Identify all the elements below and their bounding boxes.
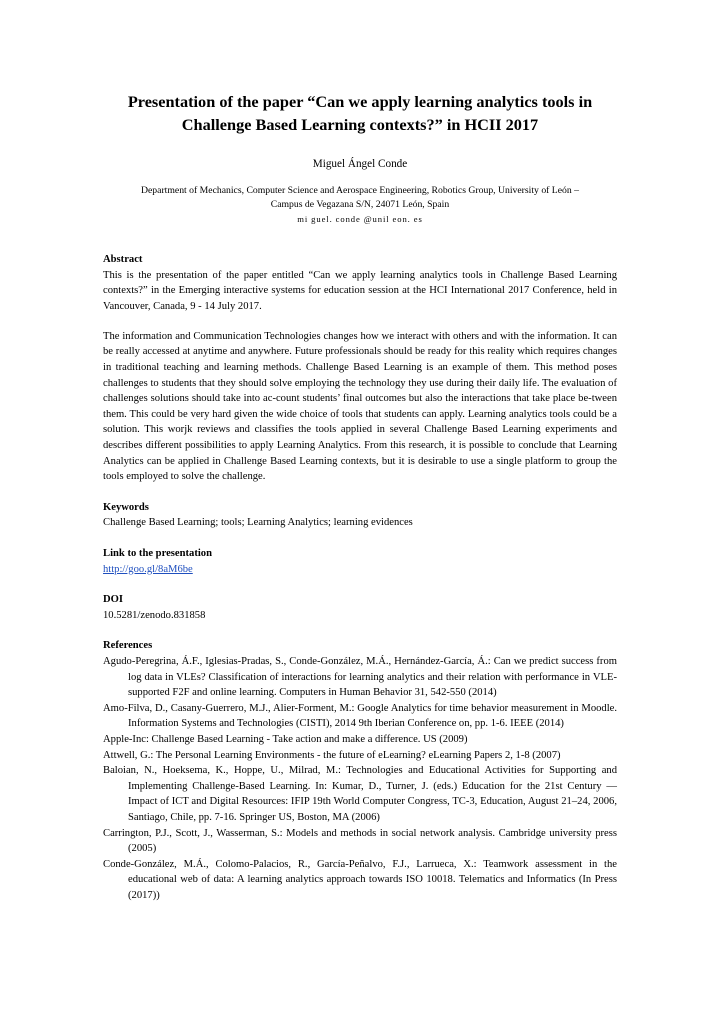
affiliation	[90, 184, 630, 212]
keywords-text: Challenge Based Learning; tools; Learning Analytics; learning evidences	[103, 517, 413, 529]
affiliation-line: Department of Mechanics, Computer Science and Aerospace Engineering, Robotics Group, University of León –	[141, 185, 579, 196]
reference-item: Carrington, P.J., Scott, J., Wasserman, S.: Models and methods in social network analysis. Cambridge university press (2005)	[103, 827, 617, 855]
reference-item: Agudo-Peregrina, Á.F., Iglesias-Pradas, S., Conde-González, M.Á., Hernández-García, Á.: Can we predict success from log data in VLEs? Classification of interactions for learning analytics and their relation with performance in VLE-supported F2F and online learning. Computers in Human Behavior 31, 542-550 (2014)	[103, 655, 617, 699]
title-line: Challenge Based Learning contexts?” in HCII 2017	[181, 115, 539, 134]
reference-item: Apple-Inc: Challenge Based Learning - Take action and make a difference. US (2009)	[103, 733, 468, 745]
reference-item: Baloian, N., Hoeksema, K., Hoppe, U., Milrad, M.: Technologies and Educational Activities for Supporting and Implementing Challenge-Based Learning. In: Kumar, D., Turner, J. (eds.) Education for the 21st Century — Impact of ICT and Digital Resources: IFIP 19th World Computer Congress, TC-3, Education, August 21–24, 2006, Santiago, Chile, pp. 7-16. Springer US, Boston, MA (2006)	[103, 765, 617, 823]
doi-value: 10.5281/zenodo.831858	[103, 609, 206, 621]
reference-item: Attwell, G.: The Personal Learning Environments - the future of eLearning? eLearning Papers 2, 1-8 (2007)	[103, 749, 561, 761]
doi-heading: DOI	[103, 594, 124, 606]
abstract-intro: This is the presentation of the paper entitled “Can we apply learning analytics tools in Challenge Based Learning contexts?” in the Emerging interactive systems for education session at the HCI International 2017 Conference, held in Vancouver, Canada, 9 - 14 July 2017.	[103, 269, 617, 312]
references-heading: References	[103, 640, 153, 652]
references-list	[103, 654, 617, 904]
keywords-heading: Keywords	[103, 501, 149, 513]
title-line: Presentation of the paper “Can we apply learning analytics tools in	[127, 92, 593, 111]
author-email: mi guel. conde @unil eon. es	[297, 214, 423, 224]
abstract-heading: Abstract	[103, 254, 143, 265]
paper-title	[90, 90, 630, 136]
author-name: Miguel Ángel Conde	[312, 158, 408, 170]
main-content	[103, 252, 617, 903]
presentation-link-heading: Link to the presentation	[103, 548, 212, 559]
affiliation-line: Campus de Vegazana S/N, 24071 León, Spain	[270, 199, 450, 210]
presentation-link[interactable]: http://goo.gl/8aM6be	[103, 563, 193, 575]
abstract-body: The information and Communication Technologies changes how we interact with others and with the information. It can be really accessed at anytime and anywhere. Future professionals should be ready for this reality which requires changes in traditional teaching and learning methods. Challenge Based Learning is an example of them. This method poses challenges to students that they should solve employing the technology they use during their daily life. The evaluation of challenges solutions should take into ac-count students’ final outcomes but also the interactions that take place be-tween them. This could be very hard given the wide choice of tools that students can apply. Learning analytics tools could be a solution. This worjk reviews and classifies the tools applied in several Challenge Based Learning experiments and describes different possibilities to apply Learning Analytics. From this research, it is possible to conclude that Learning Analytics can be applied in Challenge Based Learning contexts, but it is desirable to use a single platform to group the tools employed to solve the challenge.	[103, 330, 617, 483]
reference-item: Amo-Filva, D., Casany-Guerrero, M.J., Alier-Forment, M.: Google Analytics for time behavior measurement in Moodle. Information Systems and Technologies (CISTI), 2014 9th Iberian Conference on, pp. 1-6. IEEE (2014)	[103, 702, 617, 730]
reference-item: Conde-González, M.Á., Colomo-Palacios, R., García-Peñalvo, F.J., Larrueca, X.: Teamwork assessment in the educational web of data: A learning analytics approach towards ISO 10018. Telematics and Informatics (In Press (2017))	[103, 858, 617, 901]
